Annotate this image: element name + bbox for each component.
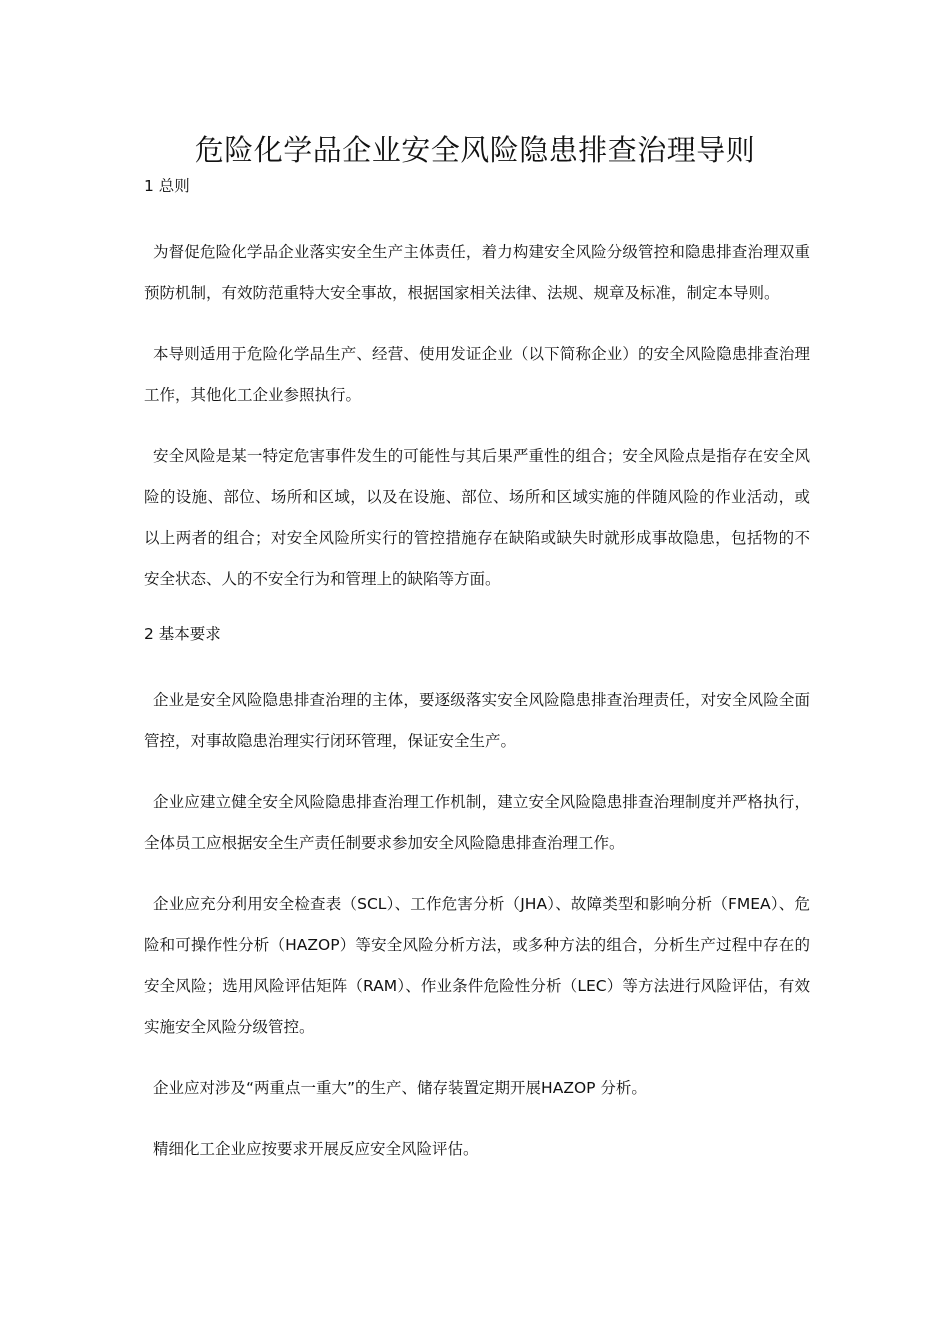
paragraph: 企业应建立健全安全风险隐患排查治理工作机制，建立安全风险隐患排查治理制度并严格执行，全体员工应根据安全生产责任制要求参加安全风险隐患排查治理工作。 — [144, 793, 810, 852]
paragraph: 本导则适用于危险化学品生产、经营、使用发证企业（以下简称企业）的安全风险隐患排查治理工作，其他化工企业参照执行。 — [144, 345, 810, 404]
paragraph: 安全风险是某一特定危害事件发生的可能性与其后果严重性的组合；安全风险点是指存在安全风险的设施、部位、场所和区域，以及在设施、部位、场所和区域实施的伴随风险的作业活动，或以上两者的组合；对安全风险所实行的管控措施存在缺陷或缺失时就形成事故隐患，包括物的不安全状态、人的不安全行为和管理上的缺陷等方面。 — [144, 447, 810, 588]
paragraph: 精细化工企业应按要求开展反应安全风险评估。 — [153, 1140, 479, 1158]
document-title: 危险化学品企业安全风险隐患排查治理导则 — [194, 133, 756, 167]
paragraph: 企业应充分利用安全检查表（SCL）、工作危害分析（JHA）、故障类型和影响分析（FMEA）、危险和可操作性分析（HAZOP）等安全风险分析方法，或多种方法的组合，分析生产过程中存在的安全风险；选用风险评估矩阵（RAM）、作业条件危险性分析（LEC）等方法进行风险评估，有效实施安全风险分级管控。 — [144, 895, 810, 1036]
paragraph: 为督促危险化学品企业落实安全生产主体责任，着力构建安全风险分级管控和隐患排查治理双重预防机制，有效防范重特大安全事故，根据国家相关法律、法规、规章及标准，制定本导则。 — [144, 243, 810, 302]
paragraph: 企业是安全风险隐患排查治理的主体，要逐级落实安全风险隐患排查治理责任，对安全风险全面管控，对事故隐患治理实行闭环管理，保证安全生产。 — [144, 691, 810, 750]
section-heading-general: 1 总则 — [144, 177, 190, 195]
document-body — [144, 172, 810, 1190]
paragraph: 企业应对涉及“两重点一重大”的生产、储存装置定期开展HAZOP 分析。 — [153, 1079, 647, 1097]
section-heading-basic-requirements: 2 基本要求 — [144, 625, 221, 643]
